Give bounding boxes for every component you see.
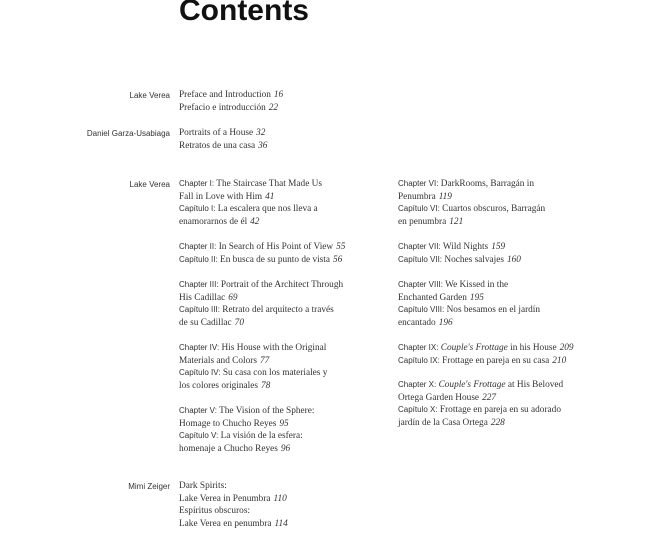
entry-title: Noches salvajes	[444, 254, 504, 265]
page-number: 56	[333, 254, 343, 265]
entry-title: de su Cadillac	[179, 317, 232, 328]
entry-title: His House with the Original	[221, 343, 327, 353]
entry-title: Preface and Introduction	[179, 90, 271, 100]
entry-title: Su casa con los materiales y	[222, 368, 328, 379]
entry-title: La visión de la esfera:	[220, 431, 303, 442]
page-number: 210	[552, 355, 567, 366]
entry-title: Penumbra	[398, 191, 436, 202]
entry-title: The Staircase That Made Us	[216, 179, 322, 189]
entry-title: Materials and Colors	[179, 355, 257, 366]
chapter-label: Chapter X:	[398, 380, 437, 389]
chapter-label: Capítulo I:	[179, 204, 216, 214]
toc-entry-chapter-6[interactable]	[398, 178, 598, 228]
entry-title: The Vision of the Sphere:	[219, 406, 315, 416]
page-number: 228	[490, 417, 505, 428]
entry-title: Frottage en pareja en su adorado	[439, 405, 561, 416]
toc-entry-dark-spirits[interactable]	[179, 480, 379, 530]
page-number: 69	[228, 292, 238, 303]
entry-title: La escalera que nos lleva a	[217, 204, 318, 215]
entry-title: Enchanted Garden	[398, 292, 467, 303]
page-number: 16	[273, 90, 284, 100]
page-number: 77	[259, 355, 270, 366]
toc-entry-portraits[interactable]	[179, 127, 379, 152]
page-title: Contents	[179, 0, 309, 27]
toc-entry-chapter-5[interactable]	[179, 405, 379, 455]
entry-title-italic: Couple's Frottage	[438, 380, 506, 390]
entry-title: encantado	[398, 317, 436, 328]
page-number: 78	[261, 380, 271, 391]
chapter-label: Capítulo IX:	[398, 355, 440, 365]
page-number: 209	[559, 343, 574, 353]
entry-title: En busca de su punto de vista	[220, 254, 331, 265]
chapter-label: Chapter V:	[179, 406, 217, 415]
page-number: 195	[469, 292, 484, 303]
entry-title: Frottage en pareja en su casa	[442, 355, 550, 366]
chapter-label: Chapter IX:	[398, 343, 439, 352]
chapter-label: Capítulo V:	[179, 431, 219, 441]
toc-entry-chapter-10[interactable]	[398, 379, 598, 429]
toc-entry-chapter-8[interactable]	[398, 279, 598, 329]
entry-title: en penumbra	[398, 216, 447, 227]
chapter-label: Chapter VI:	[398, 179, 439, 188]
chapter-label: Capítulo III:	[179, 305, 220, 315]
entry-title: Wild Nights	[442, 242, 489, 252]
entry-title: Lake Verea en penumbra	[179, 518, 272, 529]
page-number: 227	[482, 392, 497, 403]
page-number: 160	[507, 254, 521, 265]
entry-title: Lake Verea in Penumbra	[179, 493, 271, 504]
entry-title: Ortega Garden House	[398, 392, 480, 403]
chapter-label: Chapter I:	[179, 179, 215, 188]
page-number: 22	[268, 102, 279, 113]
entry-title: Dark Spirits:	[179, 481, 227, 491]
chapter-label: Capítulo VIII:	[398, 305, 445, 315]
entry-title: in his House	[510, 343, 557, 353]
entry-title: Cuartos obscuros, Barragán	[442, 204, 546, 215]
entry-title: Portrait of the Architect Through	[220, 280, 344, 290]
page-number: 196	[438, 317, 453, 328]
entry-title: DarkRooms, Barragán in	[440, 179, 535, 189]
page-number: 96	[280, 443, 291, 454]
entry-title: Prefacio e introducción	[179, 102, 266, 113]
page-number: 41	[265, 191, 275, 202]
chapter-label: Capítulo II:	[179, 254, 218, 264]
entry-title: In Search of His Point of View	[218, 242, 334, 252]
chapter-label: Chapter VII:	[398, 242, 441, 251]
toc-entry-chapter-9[interactable]	[398, 342, 598, 367]
chapter-label: Capítulo VI:	[398, 204, 440, 214]
author-label: Lake Verea	[129, 91, 170, 100]
page-number: 95	[279, 418, 289, 429]
entry-title: We Kissed in the	[445, 280, 509, 290]
entry-title-italic: Couple's Frottage	[440, 343, 508, 353]
toc-entry-chapter-2[interactable]	[179, 241, 379, 266]
page-number: 119	[438, 191, 452, 202]
entry-title: Retrato del arquitecto a través	[222, 305, 334, 316]
chapter-label: Chapter III:	[179, 280, 219, 289]
chapter-label: Chapter IV:	[179, 343, 220, 352]
entry-title: His Cadillac	[179, 292, 226, 303]
chapter-label: Chapter VIII:	[398, 280, 443, 289]
entry-title: Retratos de una casa	[179, 140, 256, 151]
page-number: 114	[274, 518, 288, 529]
page-number: 70	[234, 317, 244, 328]
page-number: 36	[258, 140, 268, 151]
page-number: 55	[336, 242, 346, 252]
page-number: 32	[256, 128, 266, 138]
entry-title: Nos besamos en el jardín	[446, 305, 541, 316]
entry-title: Portraits of a House	[179, 128, 254, 138]
chapter-label: Capítulo VII:	[398, 254, 443, 264]
author-label: Daniel Garza-Usabiaga	[86, 129, 170, 138]
entry-title: at His Beloved	[507, 380, 564, 390]
page-number: 159	[491, 242, 506, 252]
toc-entry-chapter-3[interactable]	[179, 279, 379, 329]
page-number: 110	[273, 493, 287, 504]
toc-entry-chapter-7[interactable]	[398, 241, 598, 266]
entry-title: Homage to Chucho Reyes	[179, 418, 277, 429]
entry-title: Fall in Love with Him	[179, 191, 263, 202]
toc-entry-preface[interactable]	[179, 89, 379, 114]
entry-title: homenaje a Chucho Reyes	[179, 443, 278, 454]
author-label: Mimi Zeiger	[128, 482, 170, 491]
page-number: 42	[250, 216, 260, 227]
chapter-label: Capítulo X:	[398, 405, 438, 415]
toc-entry-chapter-1[interactable]	[179, 178, 379, 228]
chapter-label: Chapter II:	[179, 242, 217, 251]
entry-title: enamorarnos de él	[179, 216, 248, 227]
entry-title: Espíritus obscuros:	[179, 506, 251, 517]
author-label: Lake Verea	[129, 180, 170, 189]
toc-entry-chapter-4[interactable]	[179, 342, 379, 392]
entry-title: los colores originales	[179, 380, 259, 391]
entry-title: jardín de la Casa Ortega	[398, 417, 488, 428]
chapter-label: Capítulo IV:	[179, 368, 221, 378]
page-number: 121	[449, 216, 464, 227]
